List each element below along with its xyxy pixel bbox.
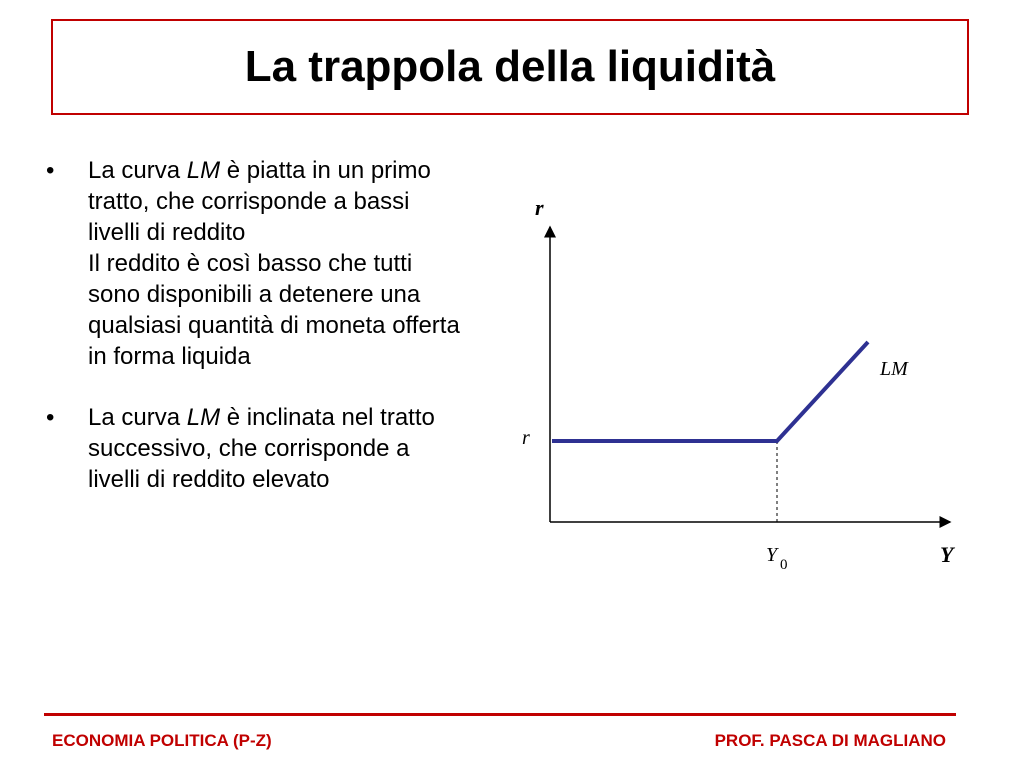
lm-curve-label: LM <box>880 358 908 380</box>
bullet-item <box>44 402 464 495</box>
footer-professor: PROF. PASCA DI MAGLIANO <box>714 731 946 750</box>
bullet-post: è piatta in un primo tratto, che corrisponde a bassi livelli di reddito <box>88 157 431 246</box>
r-level-label: r <box>522 427 530 449</box>
bullet-extra: Il reddito è così basso che tutti sono disponibili a detenere una qualsiasi quantità di moneta offerta in forma liquida <box>88 250 460 370</box>
title-box <box>51 19 969 115</box>
bullet-em: LM <box>186 404 221 431</box>
bullet-dot: • <box>46 404 55 431</box>
bullet-list <box>44 155 464 525</box>
footer-course: ECONOMIA POLITICA (P-Z) <box>52 731 272 750</box>
bullet-text <box>88 155 464 372</box>
bullet-item <box>44 155 464 372</box>
bullet-em: LM <box>186 157 221 184</box>
bullet-post: è inclinata nel tratto successivo, che corrisponde a livelli di reddito elevato <box>88 404 435 493</box>
bullet-dot: • <box>46 157 55 184</box>
x-axis-label: Y <box>940 542 954 567</box>
lm-curve <box>552 342 868 441</box>
footer-divider <box>44 713 956 716</box>
y-axis-label: r <box>535 195 544 220</box>
slide-title: La trappola della liquidità <box>244 42 776 91</box>
y0-label: Y <box>766 544 778 566</box>
bullet-text <box>88 402 464 495</box>
y0-subscript: 0 <box>780 557 788 573</box>
bullet-pre: La curva <box>88 157 187 184</box>
lm-diagram <box>500 185 980 585</box>
bullet-pre: La curva <box>88 404 187 431</box>
